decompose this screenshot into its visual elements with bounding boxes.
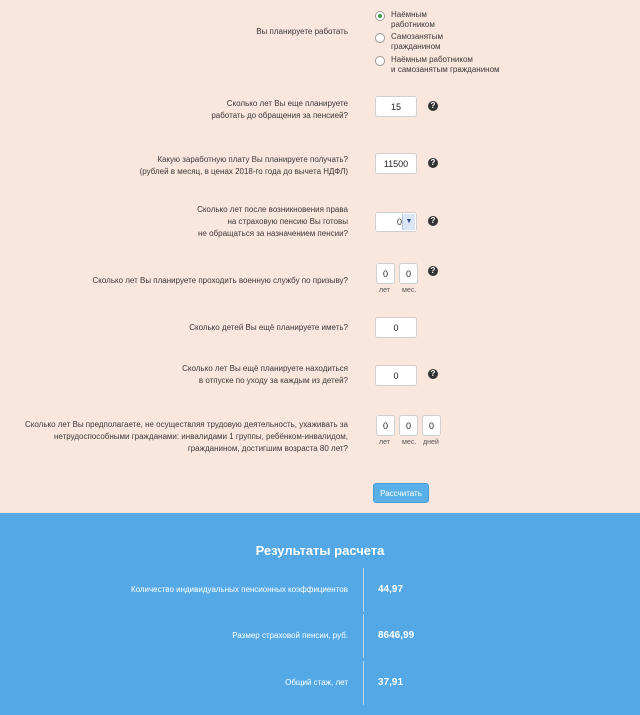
military-years-input[interactable]: 0 [376, 263, 395, 284]
result-row-coefficients [0, 568, 640, 612]
months-unit-label: мес. [402, 439, 417, 446]
work-option-label: Самозанятым гражданином [391, 32, 443, 51]
chevron-down-icon[interactable]: ▼ [402, 214, 415, 230]
children-question: Сколько детей Вы ещё планируете иметь? [189, 323, 348, 332]
delay-years-select[interactable] [375, 212, 417, 232]
results-panel [0, 513, 640, 715]
days-unit-label: дней [423, 439, 439, 446]
result-value: 44,97 [378, 584, 404, 595]
divider [363, 568, 364, 612]
help-icon[interactable]: ? [428, 216, 438, 226]
caregiving-days-input[interactable]: 0 [422, 415, 441, 436]
salary-question: Какую заработную плату Вы планируете получать? (рублей в месяц, в ценах 2018-го года до вычета НДФЛ) [139, 155, 348, 176]
result-value: 8646,99 [378, 630, 415, 641]
salary-input[interactable]: 11500 [375, 153, 417, 174]
select-value: 0 [396, 217, 402, 227]
work-option-label: Наёмным работником и самозанятым гражданином [391, 55, 500, 74]
childcare-leave-input[interactable]: 0 [375, 365, 417, 386]
work-option-label: Наёмным работником [391, 10, 435, 29]
work-type-question: Вы планируете работать [256, 27, 348, 36]
caregiving-months-input[interactable]: 0 [399, 415, 418, 436]
delay-pension-question: Сколько лет после возникновения права на страховую пенсию Вы готовы не обращаться за назначением пенсии? [197, 205, 348, 238]
years-unit-label: лет [379, 439, 390, 446]
help-icon[interactable]: ? [428, 101, 438, 111]
help-icon[interactable]: ? [428, 158, 438, 168]
years-to-work-question: Сколько лет Вы еще планируете работать до обращения за пенсией? [211, 99, 348, 120]
caregiving-question: Сколько лет Вы предполагаете, не осуществляя трудовую деятельность, ухаживать за нетрудоспособными гражданами: инвалидами 1 группы, ребёнком-инвалидом, гражданином, достигшим возраста 80 лет? [25, 420, 348, 453]
radio-button[interactable] [375, 33, 385, 43]
results-title: Результаты расчета [255, 543, 385, 558]
result-row-pension [0, 614, 640, 658]
radio-button[interactable] [375, 56, 385, 66]
divider [363, 661, 364, 705]
years-to-work-input[interactable]: 15 [375, 96, 417, 117]
result-label: Общий стаж, лет [285, 678, 348, 687]
work-option-self-employed[interactable] [375, 32, 443, 52]
radio-button-selected[interactable] [375, 11, 385, 21]
help-icon[interactable]: ? [428, 266, 438, 276]
work-option-both[interactable] [375, 55, 500, 75]
result-row-experience [0, 661, 640, 705]
military-service-question: Сколько лет Вы планируете проходить военную службу по призыву? [92, 276, 348, 285]
months-unit-label: мес. [402, 287, 417, 294]
military-months-input[interactable]: 0 [399, 263, 418, 284]
work-option-employee[interactable] [375, 10, 435, 30]
divider [363, 614, 364, 658]
result-value: 37,91 [378, 677, 404, 688]
children-input[interactable]: 0 [375, 317, 417, 338]
childcare-leave-question: Сколько лет Вы ещё планируете находиться в отпуске по уходу за каждым из детей? [182, 364, 348, 385]
caregiving-years-input[interactable]: 0 [376, 415, 395, 436]
result-label: Размер страховой пенсии, руб. [232, 631, 348, 640]
calculate-button[interactable]: Рассчитать [373, 483, 429, 503]
result-label: Количество индивидуальных пенсионных коэффициентов [130, 585, 348, 594]
years-unit-label: лет [379, 287, 390, 294]
help-icon[interactable]: ? [428, 369, 438, 379]
